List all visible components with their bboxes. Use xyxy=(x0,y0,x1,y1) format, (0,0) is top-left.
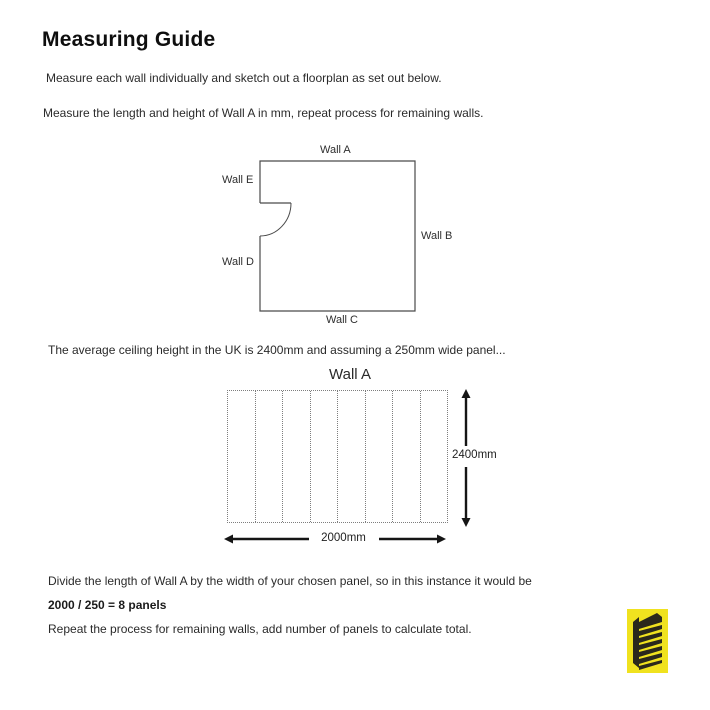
floorplan-wall-a-label: Wall A xyxy=(320,144,351,156)
calc-line-2: Repeat the process for remaining walls, add number of panels to calculate total. xyxy=(48,622,472,636)
panel-cell xyxy=(228,391,256,522)
brand-logo xyxy=(627,609,668,673)
floorplan-outline xyxy=(260,161,415,311)
floorplan-wall-b-label: Wall B xyxy=(421,230,453,242)
page-title: Measuring Guide xyxy=(42,28,216,51)
door-swing-arc xyxy=(260,203,291,236)
intro-line-2: Measure the length and height of Wall A in mm, repeat process for remaining walls. xyxy=(43,106,484,120)
panel-cell xyxy=(311,391,339,522)
panel-cell xyxy=(283,391,311,522)
floorplan-wall-c-label: Wall C xyxy=(326,314,358,326)
intro-line-1: Measure each wall individually and sketch out a floorplan as set out below. xyxy=(46,71,442,85)
ceiling-note: The average ceiling height in the UK is 2400mm and assuming a 250mm wide panel... xyxy=(48,343,506,357)
floorplan-wall-e-label: Wall E xyxy=(222,174,254,186)
panel-cell xyxy=(421,391,448,522)
calc-line-1: Divide the length of Wall A by the width of your chosen panel, so in this instance it would be xyxy=(48,574,532,588)
panel-cell xyxy=(256,391,284,522)
panel-diagram-title: Wall A xyxy=(329,366,371,383)
panel-cell xyxy=(338,391,366,522)
floorplan-wall-d-label: Wall D xyxy=(222,256,254,268)
panel-cell xyxy=(393,391,421,522)
height-dimension-label: 2400mm xyxy=(452,449,497,461)
panel-stack-icon xyxy=(627,609,668,673)
width-dimension-label: 2000mm xyxy=(321,532,366,544)
panel-box xyxy=(227,390,448,523)
logo-glyph xyxy=(633,613,662,670)
panel-cell xyxy=(366,391,394,522)
calc-formula: 2000 / 250 = 8 panels xyxy=(48,598,167,612)
